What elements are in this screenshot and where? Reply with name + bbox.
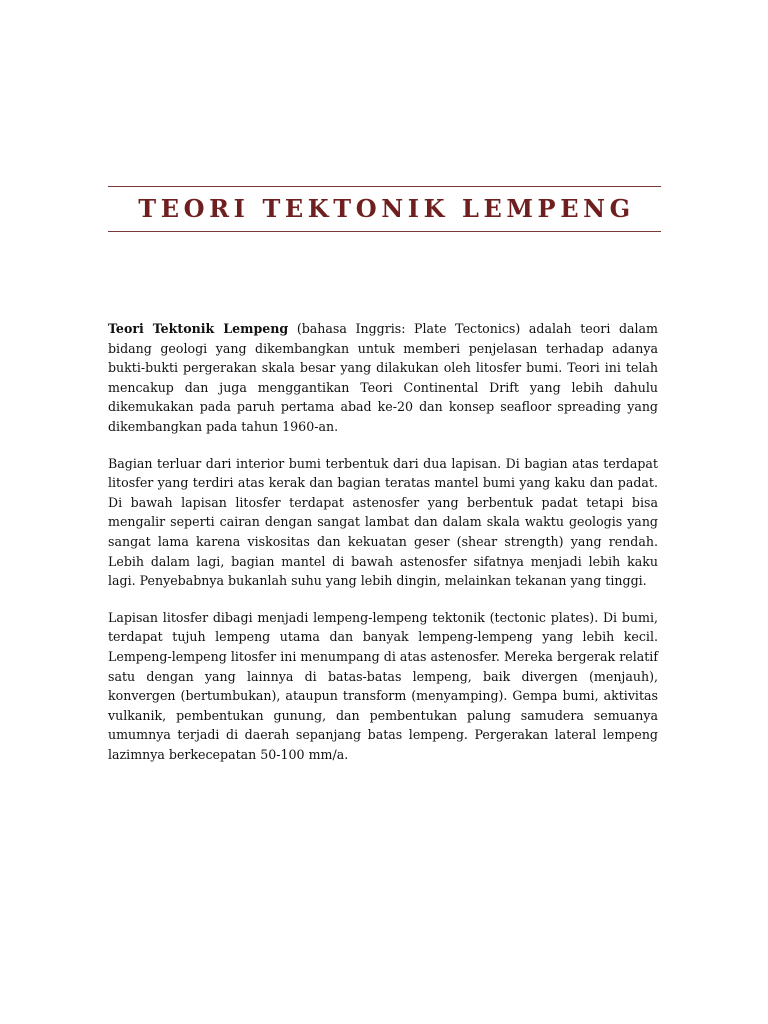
paragraph-2: Bagian terluar dari interior bumi terbentuk dari dua lapisan. Di bagian atas terdapat litosfer yang terdiri atas kerak dan bagian teratas mantel bumi yang kaku dan padat. Di bawah lapisan litosfer terdapat astenosfer yang berbentuk padat tetapi bisa mengalir seperti cairan dengan sangat lambat dan dalam skala waktu geologis yang sangat lama karena viskositas dan kekuatan geser (shear strength) yang rendah. Lebih dalam lagi, bagian mantel di bawah astenosfer sifatnya menjadi lebih kaku lagi. Penyebabnya bukanlah suhu yang lebih dingin, melainkan tekanan yang tinggi. xyxy=(108,455,658,589)
paragraph-1-text: (bahasa Inggris: Plate Tectonics) adalah teori dalam bidang geologi yang dikembangkan untuk memberi penjelasan terhadap adanya bukti-bukti pergerakan skala besar yang dilakukan oleh litosfer bumi. Teori ini telah mencakup dan juga menggantikan Teori Continental Drift yang lebih dahulu dikemukakan pada paruh pertama abad ke-20 dan konsep seafloor spreading yang dikembangkan pada tahun 1960-an. xyxy=(108,321,658,434)
document-title: TEORI TEKTONIK LEMPENG xyxy=(138,194,635,223)
document-body xyxy=(108,319,658,764)
lead-term: Teori Tektonik Lempeng xyxy=(108,321,289,336)
paragraph-1 xyxy=(108,319,658,437)
title-block xyxy=(108,186,661,232)
paragraph-3: Lapisan litosfer dibagi menjadi lempeng-lempeng tektonik (tectonic plates). Di bumi, terdapat tujuh lempeng utama dan banyak lempeng-lempeng yang lebih kecil. Lempeng-lempeng litosfer ini menumpang di atas astenosfer. Mereka bergerak relatif satu dengan yang lainnya di batas-batas lempeng, baik divergen (menjauh), konvergen (bertumbukan), ataupun transform (menyamping). Gempa bumi, aktivitas vulkanik, pembentukan gunung, dan pembentukan palung samudera semuanya umumnya terjadi di daerah sepanjang batas lempeng. Pergerakan lateral lempeng lazimnya berkecepatan 50-100 mm/a. xyxy=(108,609,658,762)
